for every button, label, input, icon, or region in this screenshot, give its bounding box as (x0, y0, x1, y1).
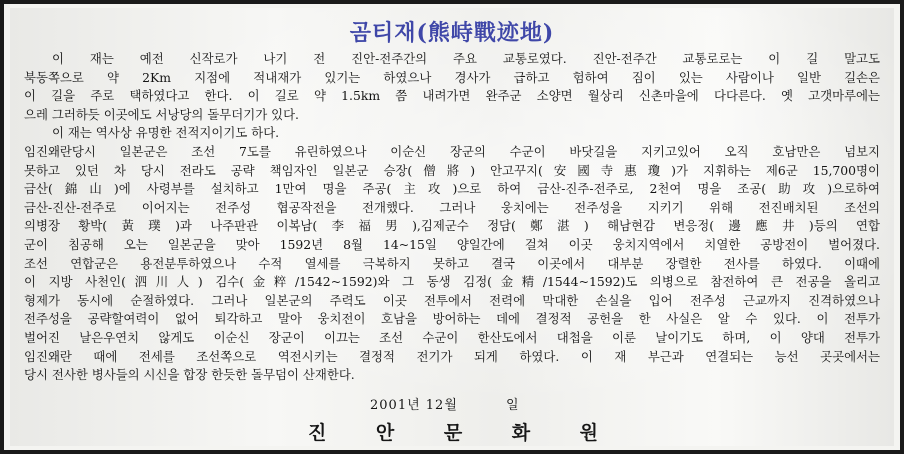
body-line: 금산(錦山)에 사령부를 설치하고 1만여 명을 주공(主攻)으로 하여 금산-진주-전주로, 2천여 명을 조공(助攻)으로하여 (24, 181, 880, 197)
body-line: 전주성을 공략할여력이 없어 퇴각하고 말아 웅치전이 호남을 방어하는 데에 결정적 공헌을 한 사실은 알 수 있다. 이 전투가 (24, 311, 880, 327)
body-line: 이 재는 예전 신작로가 나기 전 진안-전주간의 주요 교통로였다. 진안-전주간 교통로로는 이 길 말고도 (52, 51, 880, 66)
plaque-signature (308, 418, 598, 445)
body-line: 이 길을 주로 택하였다고 한다. 이 길로 약 1.5km 쯤 내려가면 완주군 소양면 월상리 신촌마을에 다다른다. 옛 고갯마루에는 (24, 88, 880, 104)
body-line: 이 재는 역사상 유명한 전적지이기도 하다. (52, 125, 280, 141)
body-line: 조선 연합군은 용전분투하였으나 수적 열세를 극복하지 못하고 결국 이곳에서 대부분 장렬한 전사를 하였다. 이때에 (24, 255, 880, 271)
plaque-body (24, 50, 880, 385)
body-line: 못하고 있던 차 당시 전라도 공략 책임자인 일본군 승장(僧將) 안고꾸지(安國寺惠瓊)가 지휘하는 제6군 15,700명이 (24, 162, 880, 178)
memorial-plaque (10, 8, 894, 446)
body-line: 형제가 동시에 순절하였다. 그러나 일본군의 주력도 이곳 전투에서 전력에 막대한 손실을 입어 전주성 근교까지 진격하였으나 (24, 292, 880, 308)
signature-char: 진 (308, 422, 327, 444)
signature-char: 원 (579, 422, 598, 444)
body-line: 이 지방 사천인(泗川人) 김수(金粹/1542~1592)와 그 동생 김정(金精/1544~1592)도 의병으로 참전하여 큰 전공을 올리고 (24, 274, 880, 290)
body-line: 임진왜란당시 일본군은 조선 7도를 유린하였으나 이순신 장군의 수군이 바닷길을 지키고있어 오직 호남만은 넘보지 (24, 143, 880, 159)
signature-char: 문 (443, 422, 463, 444)
signature-char: 화 (511, 422, 531, 444)
body-line: 군이 침공해 오는 일본군을 맞아 1592년 8월 14~15일 양일간에 걸쳐 이곳 웅치지역에서 치열한 공방전이 벌어졌다. (24, 236, 880, 252)
body-line: 금산-진산-전주로 이어지는 전주성 협공작전을 전개했다. 그러나 웅치에는 전주성을 지키기 위해 전진배치된 조선의 (24, 199, 880, 215)
date-day: 일 (506, 398, 520, 413)
body-line: 벌어진 날은우연치 않게도 이순신 장군이 이끄는 조선 수군이 한산도에서 대첩을 이룬 날이기도 하며, 이 양대 전투가 (24, 329, 880, 345)
body-line: 북동쪽으로 약 2Km 지점에 적내재가 있기는 하였으나 경사가 급하고 험하여 짐이 있는 사람이나 일반 길손은 (24, 69, 880, 85)
plaque-title: 곰티재(熊峙戰迹地) (349, 20, 555, 46)
body-line: 당시 전사한 병사들의 시신을 합장 한듯한 돌무덤이 산재한다. (24, 367, 355, 383)
body-line: 임진왜란 때에 전세를 조선쪽으로 역전시키는 결정적 전기가 되게 하였다. 이 재 부근과 연결되는 능선 곳곳에서는 (24, 348, 880, 364)
body-line: 으레 그러하듯 이곳에도 서낭당의 돌무더기가 있다. (24, 106, 299, 122)
signature-char: 안 (375, 422, 395, 444)
plaque-date (370, 394, 520, 413)
date-year-month: 2001년 12월 (370, 398, 458, 413)
body-line: 의병장 황박(黃璞)과 나주판관 이복남(李福男),김제군수 정담(鄭湛) 해남현감 변응정(邊應井)등의 연합 (24, 218, 880, 234)
